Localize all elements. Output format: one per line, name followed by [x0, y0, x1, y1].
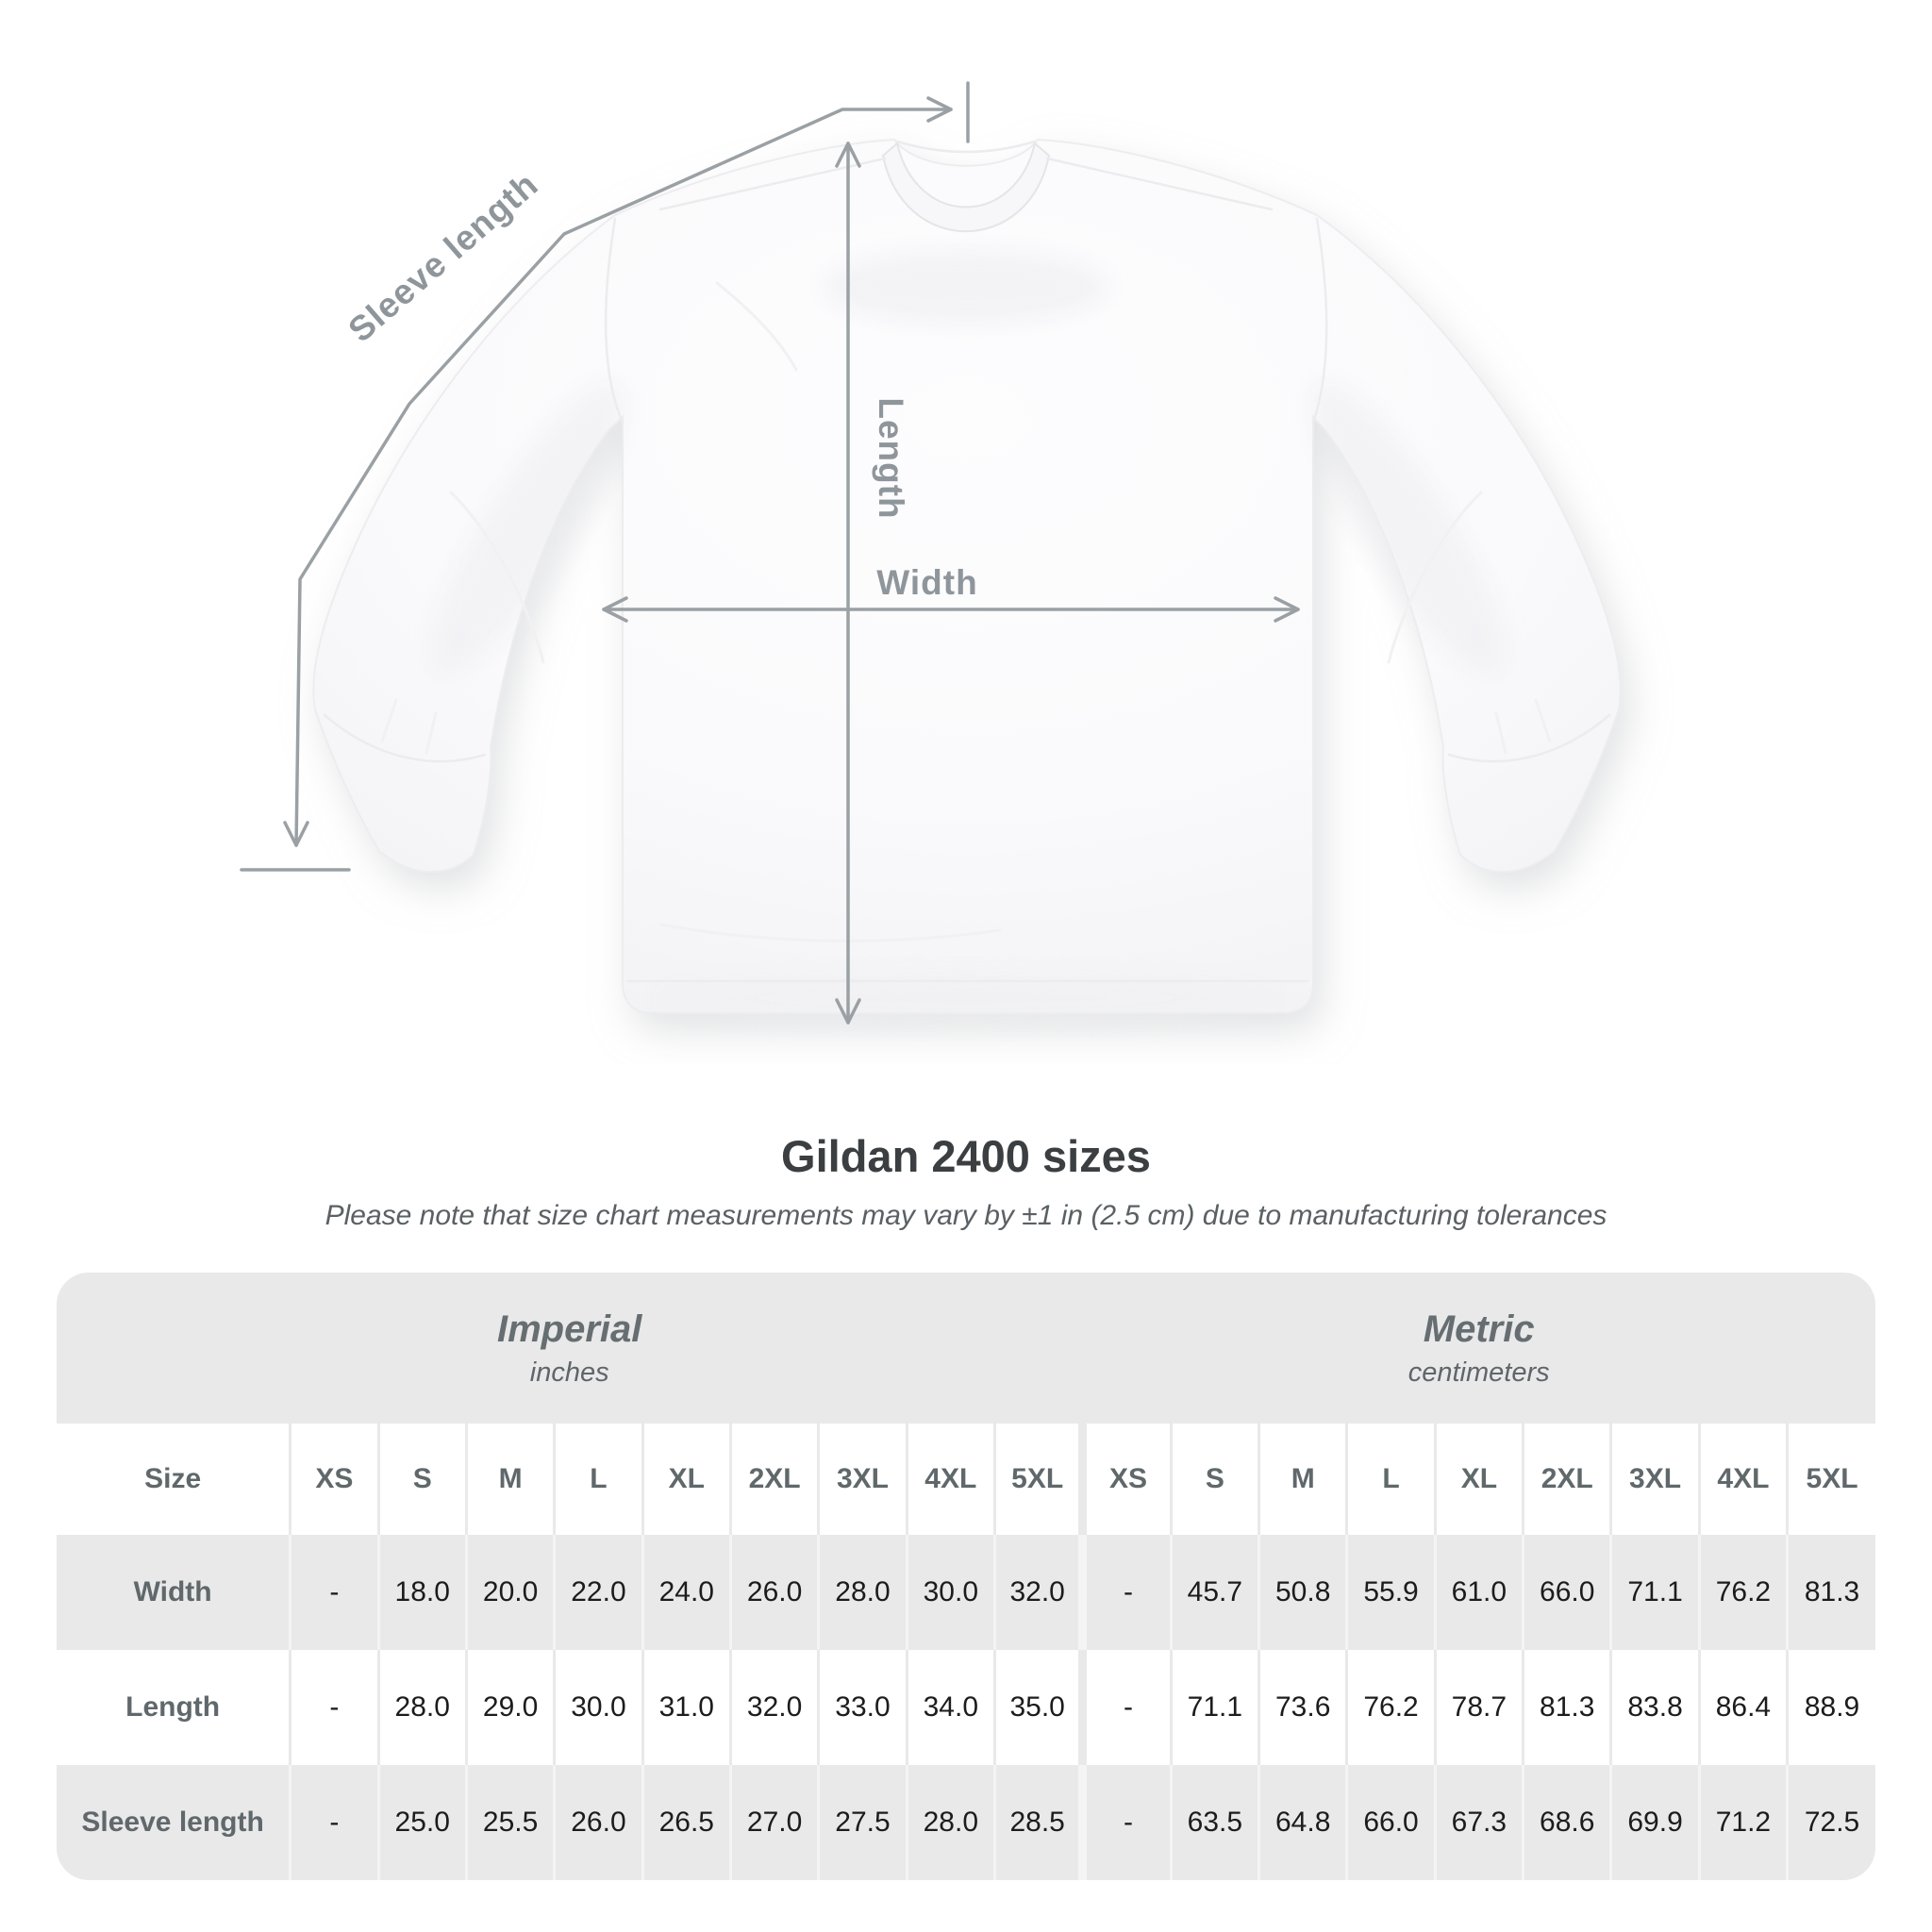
value-cell: 88.9 [1788, 1650, 1875, 1765]
value-cell: 81.3 [1788, 1535, 1875, 1650]
size-col-header: S [1171, 1424, 1258, 1535]
value-cell: 78.7 [1435, 1650, 1523, 1765]
size-col-header: XL [1435, 1424, 1523, 1535]
value-cell: 66.0 [1347, 1765, 1435, 1880]
size-chart-card [57, 1273, 1875, 1880]
size-col-header: 5XL [994, 1424, 1082, 1535]
back-neck-seam [897, 142, 1035, 152]
width-row [57, 1535, 1875, 1650]
value-cell: 26.0 [730, 1535, 818, 1650]
value-cell: 30.0 [907, 1535, 994, 1650]
size-corner-header: Size [144, 1463, 202, 1494]
value-cell: - [291, 1650, 378, 1765]
value-cell: 83.8 [1611, 1650, 1699, 1765]
size-header-row [57, 1424, 1875, 1535]
tolerance-note: Please note that size chart measurements may vary by ±1 in (2.5 cm) due to manufacturing tolerances [325, 1200, 1607, 1231]
value-cell: 26.0 [555, 1765, 642, 1880]
value-cell: 25.0 [378, 1765, 466, 1880]
value-cell: 63.5 [1171, 1765, 1258, 1880]
value-cell: 34.0 [907, 1650, 994, 1765]
value-cell: 71.1 [1611, 1535, 1699, 1650]
sleeve-length-row [57, 1765, 1875, 1880]
size-col-header: XS [291, 1424, 378, 1535]
page-title: Gildan 2400 sizes [781, 1131, 1151, 1181]
value-cell: - [291, 1535, 378, 1650]
size-col-header: 2XL [1524, 1424, 1611, 1535]
value-cell: 76.2 [1347, 1650, 1435, 1765]
value-cell: 69.9 [1611, 1765, 1699, 1880]
imperial-unit-label: inches [529, 1357, 609, 1388]
metric-unit-label: centimeters [1407, 1357, 1550, 1388]
value-cell: 61.0 [1435, 1535, 1523, 1650]
value-cell: 28.5 [994, 1765, 1082, 1880]
value-cell: 68.6 [1524, 1765, 1611, 1880]
value-cell: 33.0 [819, 1650, 907, 1765]
value-cell: 50.8 [1259, 1535, 1347, 1650]
sleeve-length-label: Sleeve length [341, 164, 546, 350]
value-cell: - [1083, 1650, 1171, 1765]
value-cell: 86.4 [1699, 1650, 1787, 1765]
value-cell: 73.6 [1259, 1650, 1347, 1765]
row-label: Length [125, 1691, 221, 1723]
size-col-header: 4XL [1699, 1424, 1787, 1535]
row-label: Sleeve length [81, 1807, 264, 1838]
value-cell: 76.2 [1699, 1535, 1787, 1650]
value-cell: 27.0 [730, 1765, 818, 1880]
value-cell: 31.0 [642, 1650, 730, 1765]
metric-header-group [1082, 1273, 1875, 1424]
size-col-header: 2XL [730, 1424, 818, 1535]
value-cell: 27.5 [819, 1765, 907, 1880]
size-col-header: M [1259, 1424, 1347, 1535]
size-col-header: M [466, 1424, 554, 1535]
size-col-header: S [378, 1424, 466, 1535]
value-cell: - [1083, 1765, 1171, 1880]
length-label: Length [872, 397, 910, 520]
value-cell: 28.0 [907, 1765, 994, 1880]
value-cell: - [1083, 1535, 1171, 1650]
value-cell: 67.3 [1435, 1765, 1523, 1880]
width-label: Width [876, 563, 978, 602]
size-col-header: L [1347, 1424, 1435, 1535]
value-cell: 25.5 [466, 1765, 554, 1880]
size-col-header: L [555, 1424, 642, 1535]
value-cell: 66.0 [1524, 1535, 1611, 1650]
value-cell: 81.3 [1524, 1650, 1611, 1765]
value-cell: 71.2 [1699, 1765, 1787, 1880]
value-cell: 30.0 [555, 1650, 642, 1765]
value-cell: 29.0 [466, 1650, 554, 1765]
value-cell: 20.0 [466, 1535, 554, 1650]
size-col-header: 5XL [1788, 1424, 1875, 1535]
size-col-header: XS [1083, 1424, 1171, 1535]
value-cell: 24.0 [642, 1535, 730, 1650]
value-cell: 26.5 [642, 1765, 730, 1880]
size-table [57, 1424, 1875, 1880]
row-label: Width [133, 1576, 212, 1607]
value-cell: 55.9 [1347, 1535, 1435, 1650]
value-cell: 72.5 [1788, 1765, 1875, 1880]
value-cell: 35.0 [994, 1650, 1082, 1765]
value-cell: 32.0 [730, 1650, 818, 1765]
imperial-label: Imperial [496, 1307, 642, 1350]
value-cell: 71.1 [1171, 1650, 1258, 1765]
metric-label: Metric [1423, 1307, 1535, 1350]
value-cell: 64.8 [1259, 1765, 1347, 1880]
unit-header-band [57, 1273, 1875, 1424]
imperial-header-group [57, 1273, 1082, 1424]
value-cell: 32.0 [994, 1535, 1082, 1650]
value-cell: 28.0 [819, 1535, 907, 1650]
size-col-header: 3XL [819, 1424, 907, 1535]
length-row [57, 1650, 1875, 1765]
size-col-header: 4XL [907, 1424, 994, 1535]
value-cell: 18.0 [378, 1535, 466, 1650]
size-col-header: 3XL [1611, 1424, 1699, 1535]
value-cell: 28.0 [378, 1650, 466, 1765]
value-cell: - [291, 1765, 378, 1880]
size-col-header: XL [642, 1424, 730, 1535]
value-cell: 22.0 [555, 1535, 642, 1650]
value-cell: 45.7 [1171, 1535, 1258, 1650]
